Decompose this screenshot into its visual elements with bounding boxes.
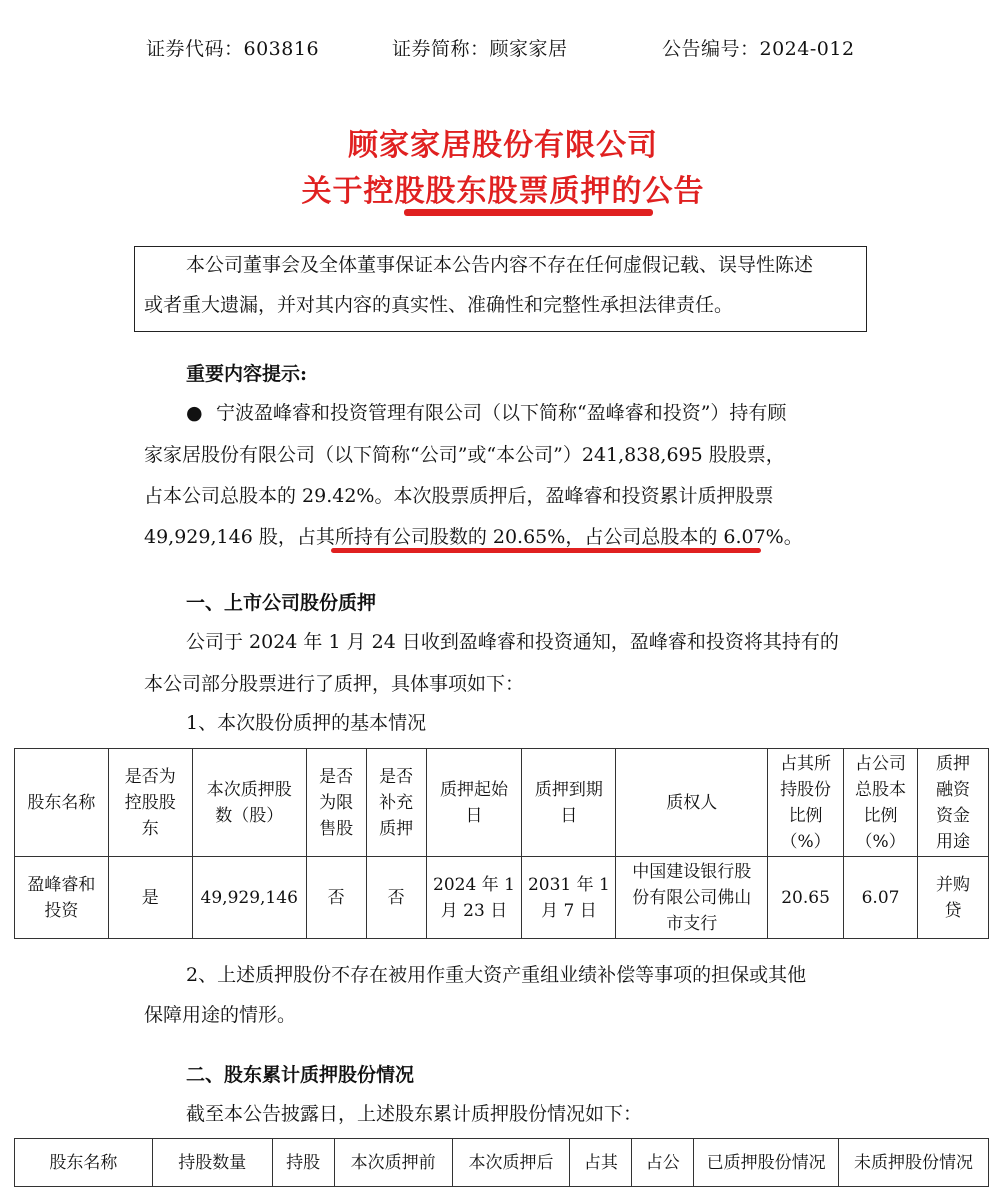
table-header-cell: 持股 — [272, 1139, 334, 1187]
table-header-cell-text: 是否 — [319, 766, 354, 787]
announcement-title: 关于控股股东股票质押的公告 — [301, 174, 705, 209]
table-header-cell-text: 日 — [560, 805, 578, 826]
table-header-cell: 已质押股份情况 — [694, 1139, 839, 1187]
stock-code: 证券代码：603816 — [146, 38, 320, 60]
table-header-cell: 占其 — [570, 1139, 632, 1187]
table-header-cell: 本次质押后 — [452, 1139, 570, 1187]
table-header-cell — [522, 749, 616, 857]
table-header-cell: 未质押股份情况 — [839, 1139, 989, 1187]
table-header-cell-text: 质押到期 — [534, 779, 603, 800]
table-header-cell-text: 质押起始 — [440, 779, 508, 800]
notice-number: 公告编号：2024-012 — [662, 38, 855, 60]
highlight-underline — [331, 548, 761, 553]
cumulative-table — [14, 1138, 989, 1187]
table-cell-text: 2024 年 1 — [433, 874, 515, 895]
table-header-cell-text: 质押 — [936, 753, 970, 774]
table-header-cell: 本次质押前 — [334, 1139, 452, 1187]
table-header-cell — [306, 749, 366, 857]
table-cell — [522, 857, 616, 939]
table-cell-text: 6.07 — [861, 887, 900, 908]
table-header-cell-text: 补充 — [379, 792, 414, 813]
section1-para-line2: 本公司部分股票进行了质押，具体事项如下： — [144, 673, 525, 695]
table-header-cell — [426, 749, 522, 857]
table-cell — [15, 857, 109, 939]
table-header-cell-text: 股东名称 — [27, 792, 96, 813]
table-header-cell-text: 比例 — [788, 805, 823, 826]
table-header-cell-text: 用途 — [936, 831, 970, 852]
table-header-cell — [768, 749, 844, 857]
table-cell-text: 贷 — [944, 900, 962, 921]
table-header-cell — [15, 749, 109, 857]
table-cell-text: 49,929,146 — [200, 887, 298, 908]
section1-sub2-line1: 2、上述质押股份不存在被用作重大资产重组业绩补偿等事项的担保或其他 — [186, 964, 807, 986]
table-header-cell-text: 持股份 — [780, 779, 832, 800]
table-cell-text: 是 — [141, 887, 159, 908]
table-header-cell — [844, 749, 918, 857]
cumulative-table-header-row — [15, 1139, 989, 1187]
pledge-table — [14, 748, 989, 939]
table-cell — [108, 857, 192, 939]
table-header-cell-text: 是否为 — [124, 766, 176, 787]
highlights-line2: 家家居股份有限公司（以下简称“公司”或“本公司”）241,838,695 股股票， — [144, 444, 785, 466]
table-header-cell: 占公 — [632, 1139, 694, 1187]
table-cell — [306, 857, 366, 939]
table-header-cell — [366, 749, 426, 857]
table-header-cell-text: 东 — [141, 818, 159, 839]
section1-para-line1: 公司于 2024 年 1 月 24 日收到盈峰睿和投资通知，盈峰睿和投资将其持有的 — [186, 631, 839, 653]
section1-heading: 一、上市公司股份质押 — [186, 592, 377, 614]
table-header-cell — [616, 749, 768, 857]
table-cell-text: 2031 年 1 — [527, 874, 610, 895]
pledge-table-header-row — [15, 749, 989, 857]
table-header-cell-text: 总股本 — [855, 779, 907, 800]
table-header-cell-text: 质权人 — [666, 792, 718, 813]
section2-heading: 二、股东累计质押股份情况 — [186, 1064, 415, 1086]
table-header-cell-text: 资金 — [936, 805, 970, 826]
table-cell-text: 否 — [327, 887, 345, 908]
table-header-cell — [192, 749, 306, 857]
table-header-cell-text: 质押 — [379, 818, 414, 839]
table-cell-text: 并购 — [936, 874, 970, 895]
table-cell-text: 20.65 — [781, 887, 830, 908]
table-cell — [366, 857, 426, 939]
section1-sub1: 1、本次股份质押的基本情况 — [186, 712, 427, 734]
table-cell-text: 否 — [387, 887, 405, 908]
table-cell-text: 投资 — [44, 900, 79, 921]
table-header-cell-text: 为限 — [319, 792, 354, 813]
highlights-line1: 宁波盈峰睿和投资管理有限公司（以下简称“盈峰睿和投资”）持有顾 — [216, 402, 787, 424]
table-cell-text: 月 7 日 — [541, 900, 597, 921]
table-cell — [844, 857, 918, 939]
disclaimer-line1: 本公司董事会及全体董事保证本公告内容不存在任何虚假记载、误导性陈述 — [186, 254, 814, 276]
table-header-cell-text: 控股股 — [124, 792, 176, 813]
highlights-heading: 重要内容提示: — [186, 363, 308, 385]
table-header-cell-text: 占其所 — [780, 753, 832, 774]
table-header-cell: 股东名称 — [15, 1139, 153, 1187]
section2-para: 截至本公告披露日，上述股东累计质押股份情况如下： — [186, 1103, 643, 1125]
table-cell-text: 市支行 — [666, 913, 718, 934]
table-header-cell-text: 日 — [465, 805, 483, 826]
table-header-cell — [918, 749, 989, 857]
title-underline — [404, 209, 653, 216]
highlights-line4: 49,929,146 股，占其所持有公司股数的 20.65%，占公司总股本的 6.07%。 — [144, 526, 803, 548]
table-row — [15, 857, 989, 939]
table-header-cell-text: （%） — [780, 831, 831, 852]
table-cell — [918, 857, 989, 939]
table-cell-text: 中国建设银行股 — [632, 861, 752, 882]
table-header-cell: 持股数量 — [152, 1139, 272, 1187]
table-header-cell-text: 占公司 — [855, 753, 907, 774]
bullet-icon: ● — [186, 402, 203, 424]
stock-short-name: 证券简称：顾家家居 — [392, 38, 568, 60]
table-header-cell-text: 融资 — [936, 779, 970, 800]
company-title: 顾家家居股份有限公司 — [348, 128, 658, 163]
table-header-cell-text: 数（股） — [215, 805, 284, 826]
highlights-line3: 占本公司总股本的 29.42%。本次股票质押后，盈峰睿和投资累计质押股票 — [144, 485, 774, 507]
disclaimer-line2: 或者重大遗漏，并对其内容的真实性、准确性和完整性承担法律责任。 — [144, 294, 734, 316]
table-cell — [768, 857, 844, 939]
table-cell-text: 份有限公司佛山 — [632, 887, 752, 908]
table-cell — [616, 857, 768, 939]
table-cell — [426, 857, 522, 939]
table-cell-text: 月 23 日 — [440, 900, 508, 921]
table-header-cell-text: 本次质押股 — [206, 779, 292, 800]
table-header-cell-text: 比例 — [863, 805, 898, 826]
table-header-cell-text: （%） — [855, 831, 906, 852]
table-header-cell — [108, 749, 192, 857]
section1-sub2-line2: 保障用途的情形。 — [144, 1004, 297, 1026]
table-cell-text: 盈峰睿和 — [27, 874, 96, 895]
table-header-cell-text: 售股 — [319, 818, 354, 839]
table-cell — [192, 857, 306, 939]
table-header-cell-text: 是否 — [379, 766, 414, 787]
